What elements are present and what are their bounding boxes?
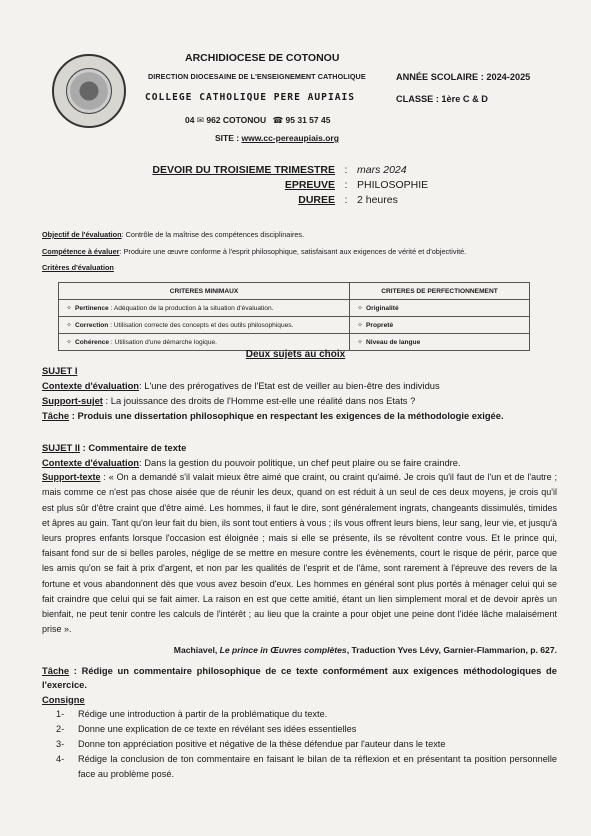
criteres-label: Critères d'évaluation [42,263,114,272]
crit-name: Pertinence [75,305,109,312]
sujet1-contexte [42,378,557,393]
phone-number: 95 31 57 45 [285,115,331,125]
list-item [56,737,557,752]
sujet2-title-u: SUJET II [42,442,81,453]
diamond-bullet-icon: ✧ [66,339,72,346]
crit-name: Cohérence [75,339,110,346]
item-text: Donne une explication de ce texte en révélant ses idées essentielles [78,723,357,734]
diamond-bullet-icon: ✧ [357,339,363,346]
perf-name: Propreté [366,322,394,329]
objectif-text: : Contrôle de la maîtrise des compétences disciplinaires. [121,230,305,239]
perf-cell [350,334,530,351]
colon: : [344,194,348,206]
tache-text: : Rédige un commentaire philosophique de ce texte conformément aux exigences méthodologiques de l'exercice. [42,664,557,690]
item-text: Rédige la conclusion de ton commentaire en faisant le bilan de ta réflexion et en présentant ta position personnelle face au problème posé. [78,753,557,779]
classe: CLASSE : 1ère C & D [396,94,488,104]
min-cell [59,317,350,334]
crit-desc: : Utilisation correcte des concepts et des outils philosophiques. [108,322,294,329]
perf-name: Niveau de langue [366,339,421,346]
contexte-text: : Dans la gestion du pouvoir politique, un chef peut plaire ou se faire craindre. [139,457,461,469]
sujet1-support [42,393,557,408]
item-text: Rédige une introduction à partir de la problématique du texte. [78,708,328,719]
source-citation [42,643,557,658]
devoir-date: mars 2024 [357,164,407,176]
devoir-row [130,194,450,209]
diamond-bullet-icon: ✧ [66,305,72,312]
devoir-label: DEVOIR DU TROISIEME TRIMESTRE [152,164,335,176]
consigne-label: Consigne [42,693,85,705]
support-text: : « On a demandé s'il valait mieux être aimé que craint, ou craint qu'aimé. Je crois qu'il faut de l'un et de l'autre ; mais comme ce n'est pas chose aisée que de réunir les deux, quand on est réduit à un seul de ces deux moyens, je crois qu'il est plus sûr d'être craint que d'être aimé. Les hommes, il faut le dire, sont généralement ingrats, changeants dissimulés, timides et âpres au gain. Tant qu'on leur fait du bien, ils sont tout entiers à vous ; ils vous offrent leurs biens, leur sang, leur vie, et jusqu'à leurs propres enfants lorsque l'occasion est éloignée ; mais si elle se présente, ils se révoltent contre vous. Et le prince qui, faisant fond sur de si belles paroles, néglige de se mettre en mesure contre les évènements, court le risque de périr, parce que les amis qu'on se fait à prix d'argent, et non par les qualités de l'esprit et de l'âme, sont rarement à l'épreuve des revers de la fortune et vous abandonnent dès que vous avez besoin d'eux. Les hommes en général sont plus portés à ménager celui qui se fait craindre que celui qui se fait aimer. La raison en est que cette amitié, étant un lien simplement moral et de devoir après un bienfait, ne peut tenir contre les calculs de l'intérêt ; au lieu que la crainte a pour objet une peine dont l'idée lâche malaisément prise ». [42,472,557,635]
annee-scolaire: ANNÉE SCOLAIRE : 2024-2025 [396,72,531,82]
bp-number: 04 [185,115,195,125]
colon: : [344,164,348,176]
objectif-line [42,230,562,239]
list-item [56,752,557,782]
site-label: SITE : [215,133,240,143]
item-num: 1- [56,708,65,719]
sujet1-tache [42,408,557,423]
college-seal-logo [52,54,126,128]
min-cell [59,334,350,351]
perf-cell [350,317,530,334]
perf-cell [350,300,530,317]
deux-sujets-heading: Deux sujets au choix [245,349,346,360]
phone-icon: ☎ [272,115,284,125]
diamond-bullet-icon: ✧ [66,322,72,329]
contexte-text: : L'une des prérogatives de l'Etat est de veiller au bien-être des individus [139,380,440,392]
source-rest: , Traduction Yves Lévy, Garnier-Flammarion, p. 627. [346,645,557,656]
sujet1-section [42,363,557,423]
devoir-block [130,164,450,209]
crit-name: Correction [75,322,109,329]
support-text: : La jouissance des droits de l'Homme est-elle une réalité dans nos Etats ? [102,395,416,407]
perf-name: Originalité [366,305,399,312]
epreuve-label: EPREUVE [284,179,335,191]
header-minimaux: CRITERES MINIMAUX [59,283,350,300]
contexte-label: Contexte d'évaluation [42,380,140,392]
list-item [56,722,557,737]
table-header-row [59,283,530,300]
source-author: Machiavel, [173,645,220,656]
list-item [56,707,557,722]
tache-label: Tâche [42,664,70,676]
bp-city: 962 COTONOU [206,115,267,125]
sujet2-section [42,440,557,782]
devoir-row [130,164,450,179]
table-row [59,300,530,317]
contexte-label: Contexte d'évaluation [42,457,140,469]
site-line [215,133,339,143]
college-name: COLLEGE CATHOLIQUE PERE AUPIAIS [145,92,356,103]
sujet2-support [42,470,557,637]
header-perfectionnement: CRITERES DE PERFECTIONNEMENT [350,283,530,300]
mailbox-icon: ✉ [196,115,204,125]
colon: : [344,179,348,191]
competence-text: : Produire une œuvre conforme à l'esprit philosophique, satisfaisant aux exigences de vérité et d'objectivité. [119,247,467,256]
epreuve-value: PHILOSOPHIE [357,179,429,191]
sujet1-title: SUJET I [42,365,78,376]
direction-title: DIRECTION DIOCESAINE DE L'ENSEIGNEMENT CATHOLIQUE [148,72,366,81]
consigne-label-line [42,692,557,707]
item-num: 3- [56,738,65,749]
competence-label: Compétence à évaluer [42,247,120,256]
consigne-list [56,707,557,782]
sujet2-tache [42,664,557,692]
diamond-bullet-icon: ✧ [357,322,363,329]
contact-line [185,115,330,126]
criteres-line [42,263,114,272]
sujet2-title-rest: : Commentaire de texte [80,442,187,453]
sujet2-title [42,440,557,455]
support-label: Support-sujet [42,395,103,407]
sujet2-contexte [42,455,557,470]
min-cell [59,300,350,317]
devoir-row [130,179,450,194]
competence-line [42,247,572,256]
item-text: Donne ton appréciation positive et négative de la thèse défendue par l'auteur dans le texte [78,738,446,749]
criteria-table [58,282,530,351]
site-link[interactable]: www.cc-pereaupiais.org [241,133,339,143]
item-num: 4- [56,753,65,764]
source-title: Le prince in Œuvres complètes [219,645,347,656]
diamond-bullet-icon: ✧ [357,305,363,312]
table-row [59,334,530,351]
objectif-label: Objectif de l'évaluation [42,230,122,239]
diocese-title: ARCHIDIOCESE DE COTONOU [185,52,340,64]
tache-label: Tâche [42,410,70,422]
crit-desc: : Utilisation d'une démarche logique. [109,339,218,346]
duree-value: 2 heures [357,194,398,206]
duree-label: DUREE [298,194,335,206]
table-row [59,317,530,334]
support-label: Support-texte [42,472,101,483]
crit-desc: : Adéquation de la production à la situation d'évaluation. [108,305,274,312]
tache-text: : Produis une dissertation philosophique en respectant les exigences de la méthodologie exigée. [69,410,504,422]
item-num: 2- [56,723,65,734]
